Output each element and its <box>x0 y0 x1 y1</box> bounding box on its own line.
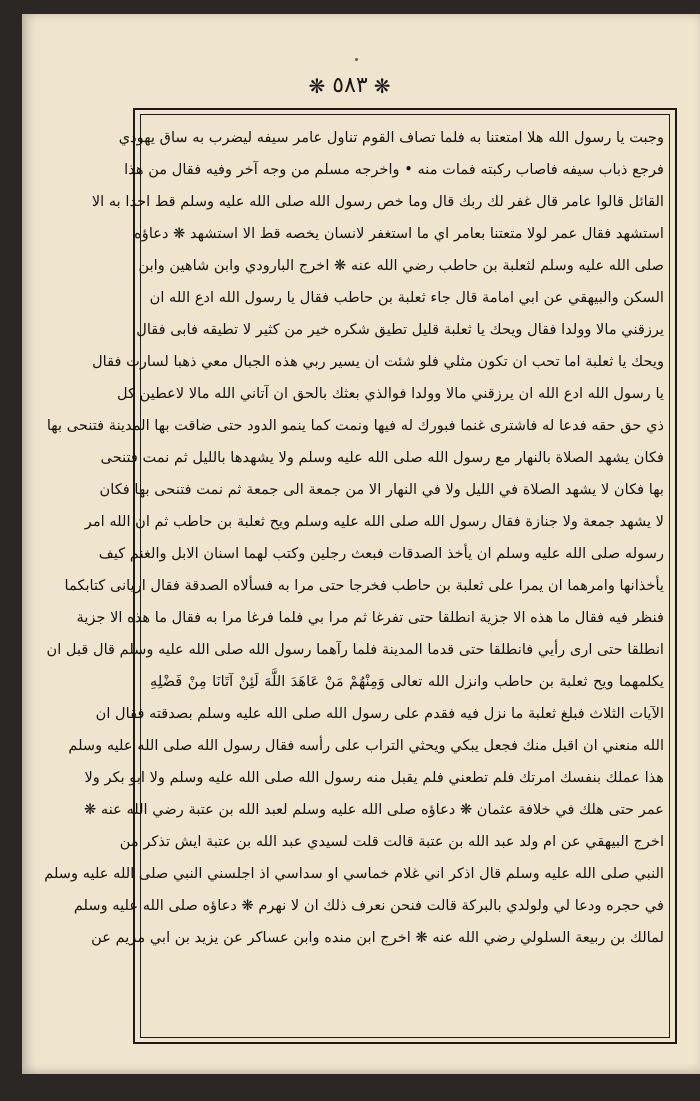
text-line: لا يشهد جمعة ولا جنازة فقال رسول الله صلى الله عليه وسلم ويح ثعلبة بن حاطب ثم ان الله امر <box>84 513 664 530</box>
text-line: بها فكان لا يشهد الصلاة في الليل ولا في النهار الا من جمعة الى جمعة ثم نمت فتنحى بها فكان <box>99 481 664 498</box>
ornament-right-icon: ❋ <box>308 74 327 98</box>
text-line: النبي صلى الله عليه وسلم قال اذكر اني غلام خماسي او سداسي اذ اجلسني النبي صلى الله عليه وسلم <box>44 865 664 882</box>
text-line: فكان يشهد الصلاة بالنهار مع رسول الله صلى الله عليه وسلم ولا يشهدها بالليل ثم نمت فتنحى <box>100 449 664 466</box>
text-line: السكن والبيهقي عن ابي امامة قال جاء ثعلبة بن حاطب فقال يا رسول الله ادع الله ان <box>149 289 664 306</box>
main-text <box>44 122 664 1032</box>
ink-speck <box>355 58 358 61</box>
text-line: يا رسول الله ادع الله ان يرزقني مالا وولدا فوالذي بعثك بالحق ان آتاني الله مالا لاعطين كل <box>117 385 664 402</box>
text-line: وجبت يا رسول الله هلا امتعتنا به فلما تصاف القوم تناول عامر سيفه ليضرب به ساق يهودي <box>118 129 664 146</box>
text-line: اخرج البيهقي عن ام ولد عبد الله بن عتبة قالت قلت لسيدي عبد الله بن عتبة ايش تذكر من <box>119 833 664 850</box>
text-line: يكلمهما ويح ثعلبة بن حاطب وانزل الله تعالى وَمِنْهُمْ مَنْ عَاهَدَ اللَّهَ لَئِنْ آتَانَا مِنْ فَضْلِهِ <box>150 673 664 690</box>
text-line: لمالك بن ربيعة السلولي رضي الله عنه ❋ اخرج ابن منده وابن عساكر عن يزيد بن ابي مريم عن <box>91 929 664 946</box>
page-number <box>0 72 700 100</box>
text-line: صلى الله عليه وسلم لثعلبة بن حاطب رضي الله عنه ❋ اخرج البارودي وابن شاهين وابن <box>138 257 664 274</box>
text-line: انطلقا حتى ارى رأيي فانطلقا حتى قدما المدينة فلما رآهما رسول الله صلى الله عليه وسلم قال قبل ان <box>46 641 664 658</box>
text-line: في حجره ودعا لي ولولدي بالبركة قالت فنحن نعرف ذلك ان لا نهرم ❋ دعاؤه صلى الله عليه وسلم <box>73 897 664 914</box>
text-line: فرجع ذباب سيفه فاصاب ركبته فمات منه • واخرجه مسلم من وجه آخر وفيه فقال من هذا <box>124 161 664 178</box>
text-line: الآيات الثلاث فبلغ ثعلبة ما نزل فيه فقدم على رسول الله صلى الله عليه وسلم بصدقته فقال ان <box>95 705 664 722</box>
text-line: فنظر فيه فقال ما هذه الا جزية انطلقا حتى تفرغا ثم مرا بي فلما فرغا مرا به فقال ما هذه الا جزية <box>76 609 664 626</box>
text-line: ويحك يا ثعلبة اما تحب ان تكون مثلي فلو شئت ان يسير ربي هذه الجبال معي ذهبا لسارت فقال <box>92 353 664 370</box>
text-line: رسوله صلى الله عليه وسلم ان يأخذ الصدقات فبعث رجلين وكتب لهما اسنان الابل والغنم كيف <box>98 545 664 562</box>
page-number-value: ٥٨٣ <box>332 73 368 98</box>
text-line: يأخذانها وامرهما ان يمرا على ثعلبة بن حاطب فخرجا حتى مرا به فسألاه الصدقة فقال اريانى كتابكما <box>64 577 664 594</box>
text-line: عمر حتى هلك في خلافة عثمان ❋ دعاؤه صلى الله عليه وسلم لعبد الله بن عتبة رضي الله عنه ❋ <box>84 801 664 818</box>
text-line: القائل قالوا عامر قال غفر لك ربك قال وما خص رسول الله صلى الله عليه وسلم قط احدا به الا <box>91 193 664 210</box>
text-line: هذا عملك بنفسك امرتك فلم تطعني فلم يقبل منه رسول الله صلى الله عليه وسلم ولا ابو بكر ولا <box>84 769 664 786</box>
ornament-left-icon: ❋ <box>373 74 392 98</box>
text-line: يرزقني مالا وولدا فقال ويحك يا ثعلبة قليل تطيق شكره خير من كثير لا تطيقه فابى فقال <box>136 321 664 338</box>
text-line: ذي حق حقه فدعا له فاشترى غنما فبورك له فيها ونمت كما ينمو الدود حتى ضاقت بها المدينة فتنحى بها <box>46 417 664 434</box>
text-line: الله منعني ان اقبل منك فجعل يبكي ويحثي التراب على رأسه فقال رسول الله صلى الله عليه وسلم <box>68 737 664 754</box>
text-line: استشهد فقال عمر لولا متعتنا بعامر اي ما استغفر لانسان يخصه قط الا استشهد ❋ دعاؤه <box>134 225 664 242</box>
